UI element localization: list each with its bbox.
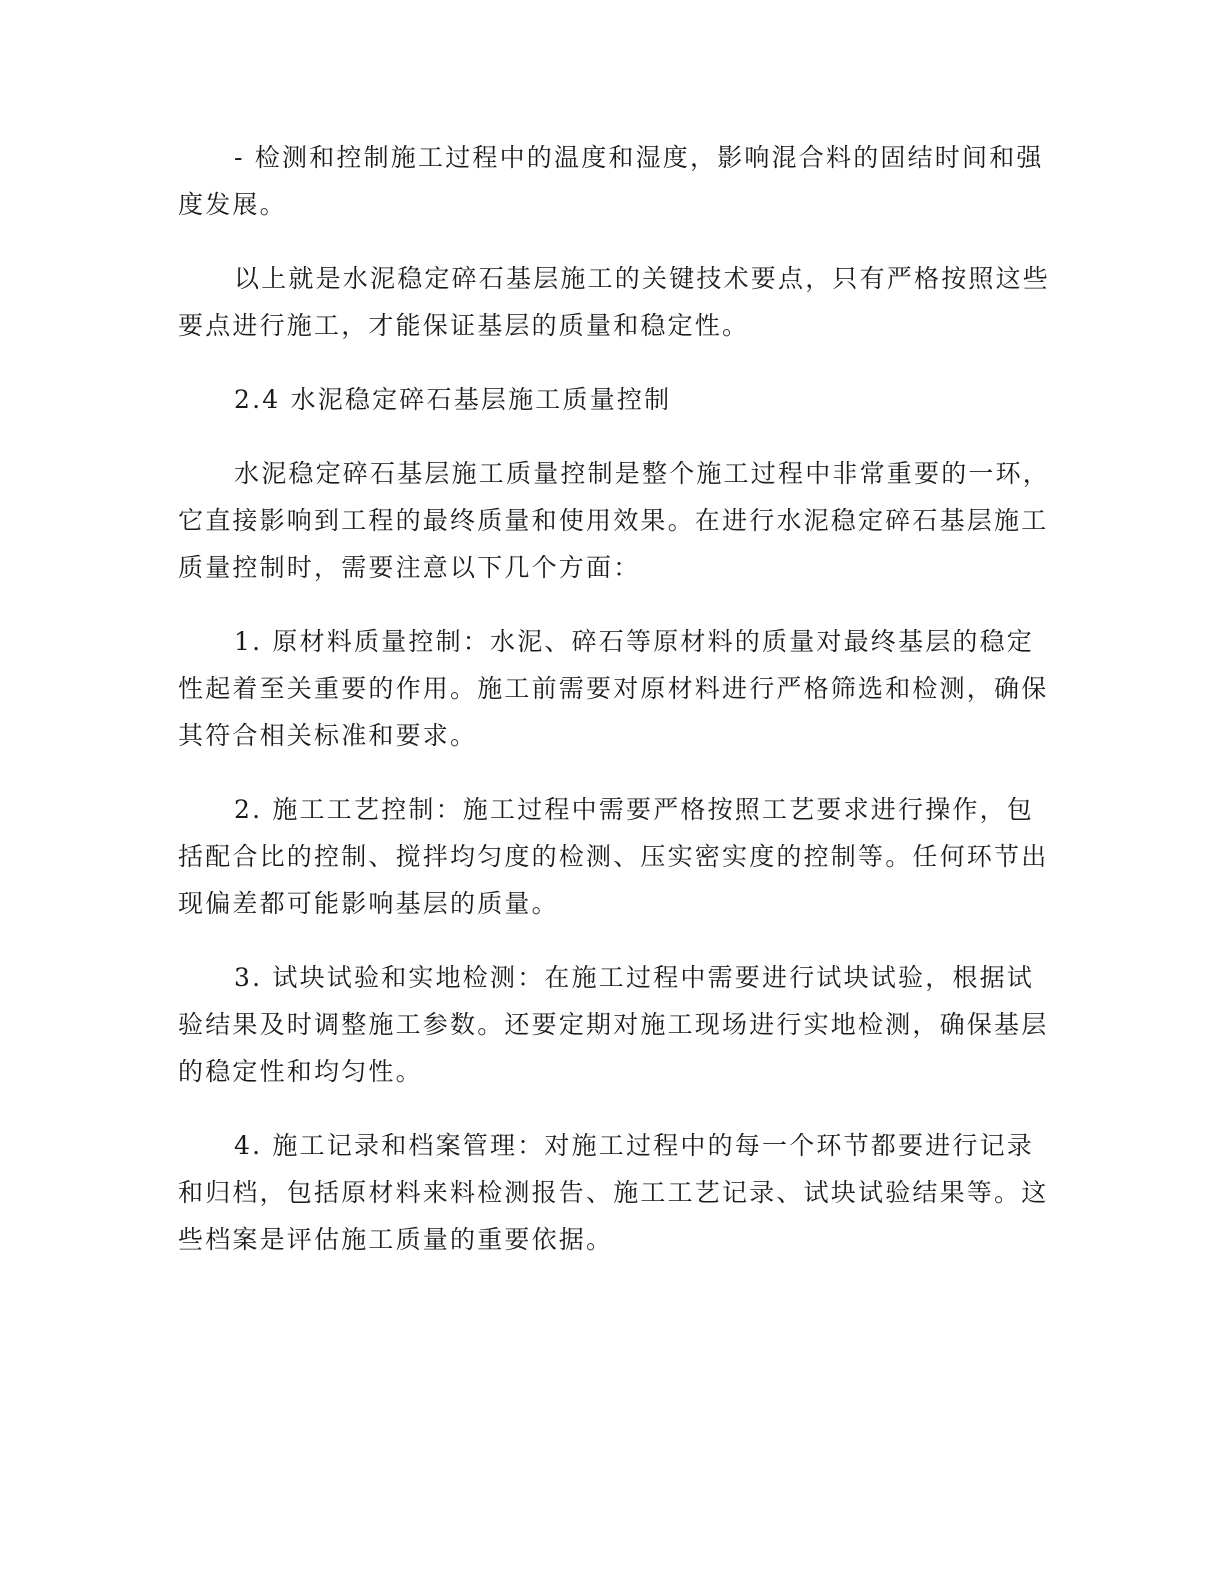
document-page [178,134,1058,1290]
paragraph-item-4-records: 4. 施工记录和档案管理：对施工过程中的每一个环节都要进行记录和归档，包括原材料来料检测报告、施工工艺记录、试块试验结果等。这些档案是评估施工质量的重要依据。 [178,1131,1049,1254]
section-heading-2-4: 2.4 水泥稳定碎石基层施工质量控制 [234,385,672,414]
paragraph-item-2-process: 2. 施工工艺控制：施工过程中需要严格按照工艺要求进行操作，包括配合比的控制、搅拌均匀度的检测、压实密实度的控制等。任何环节出现偏差都可能影响基层的质量。 [178,795,1049,918]
paragraph-summary: 以上就是水泥稳定碎石基层施工的关键技术要点，只有严格按照这些要点进行施工，才能保证基层的质量和稳定性。 [178,264,1051,340]
paragraph-quality-intro: 水泥稳定碎石基层施工质量控制是整个施工过程中非常重要的一环，它直接影响到工程的最终质量和使用效果。在进行水泥稳定碎石基层施工质量控制时，需要注意以下几个方面： [178,459,1051,582]
paragraph-item-1-materials: 1. 原材料质量控制：水泥、碎石等原材料的质量对最终基层的稳定性起着至关重要的作用。施工前需要对原材料进行严格筛选和检测，确保其符合相关标准和要求。 [178,627,1049,750]
paragraph-temperature-humidity: - 检测和控制施工过程中的温度和湿度，影响混合料的固结时间和强度发展。 [178,143,1044,219]
paragraph-item-3-testing: 3. 试块试验和实地检测：在施工过程中需要进行试块试验，根据试验结果及时调整施工参数。还要定期对施工现场进行实地检测，确保基层的稳定性和均匀性。 [178,963,1049,1086]
